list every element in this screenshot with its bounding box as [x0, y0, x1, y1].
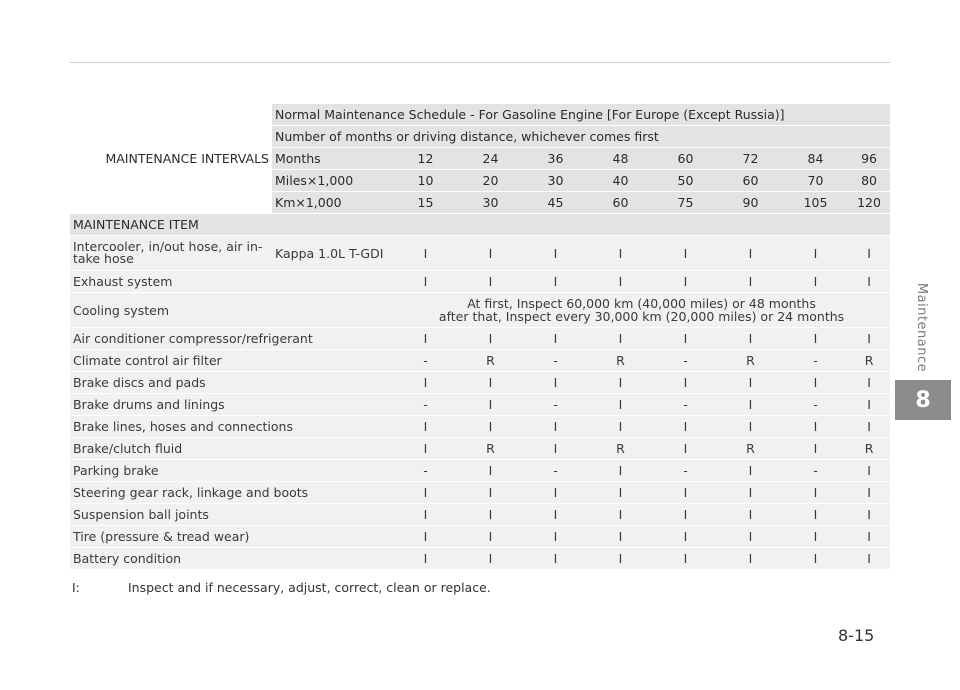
schedule-cell: R: [718, 350, 783, 372]
table-row: [70, 271, 890, 293]
schedule-cell: I: [458, 482, 523, 504]
table-row: [70, 293, 890, 328]
item-name: Parking brake: [70, 460, 393, 482]
schedule-cell: I: [393, 526, 458, 548]
schedule-note-line: At first, Inspect 60,000 km (40,000 miles) or 48 months: [467, 296, 816, 311]
interval-value: 60: [588, 192, 653, 214]
page-number: 8-15: [838, 626, 875, 645]
legend-key: I:: [72, 580, 80, 595]
schedule-cell: -: [523, 394, 588, 416]
table-row: [70, 438, 890, 460]
schedule-cell: I: [523, 482, 588, 504]
section-name: Maintenance: [914, 282, 930, 372]
maintenance-schedule-table: [70, 104, 890, 570]
item-name: Suspension ball joints: [70, 504, 393, 526]
schedule-title-row: [70, 104, 890, 126]
schedule-cell: I: [393, 372, 458, 394]
interval-value: 84: [783, 148, 848, 170]
schedule-cell: I: [718, 416, 783, 438]
schedule-cell: R: [588, 438, 653, 460]
schedule-cell: I: [588, 548, 653, 570]
interval-value: 105: [783, 192, 848, 214]
interval-value: 75: [653, 192, 718, 214]
interval-value: 45: [523, 192, 588, 214]
schedule-cell: I: [848, 236, 890, 271]
schedule-cell: I: [848, 526, 890, 548]
table-row: [70, 394, 890, 416]
schedule-cell: I: [458, 504, 523, 526]
schedule-cell: I: [458, 328, 523, 350]
item-name: Air conditioner compressor/refrigerant: [70, 328, 393, 350]
schedule-cell: R: [588, 350, 653, 372]
chapter-tab: [895, 380, 951, 420]
interval-value: 70: [783, 170, 848, 192]
schedule-cell: I: [393, 548, 458, 570]
schedule-cell: -: [783, 350, 848, 372]
schedule-cell: I: [588, 482, 653, 504]
schedule-cell: -: [653, 350, 718, 372]
schedule-cell: I: [848, 394, 890, 416]
schedule-cell: -: [393, 350, 458, 372]
schedule-cell: I: [848, 460, 890, 482]
item-name: Climate control air filter: [70, 350, 393, 372]
item-name: Battery condition: [70, 548, 393, 570]
interval-value: 30: [523, 170, 588, 192]
item-name: Intercooler, in/out hose, air in-take hose: [70, 236, 272, 271]
item-name: Tire (pressure & tread wear): [70, 526, 393, 548]
schedule-cell: I: [783, 372, 848, 394]
schedule-cell: -: [653, 394, 718, 416]
schedule-cell: I: [523, 328, 588, 350]
top-divider: [70, 62, 890, 63]
schedule-cell: I: [718, 460, 783, 482]
schedule-cell: I: [653, 482, 718, 504]
schedule-cell: I: [588, 460, 653, 482]
schedule-cell: I: [523, 438, 588, 460]
item-name: Brake/clutch fluid: [70, 438, 393, 460]
item-name: Steering gear rack, linkage and boots: [70, 482, 393, 504]
legend: [72, 580, 491, 595]
schedule-cell: I: [393, 328, 458, 350]
schedule-cell: I: [783, 482, 848, 504]
schedule-cell: I: [458, 394, 523, 416]
schedule-cell: I: [848, 416, 890, 438]
schedule-cell: I: [783, 438, 848, 460]
schedule-cell: I: [783, 504, 848, 526]
schedule-cell: R: [848, 350, 890, 372]
schedule-cell: R: [718, 438, 783, 460]
table-row: [70, 482, 890, 504]
schedule-cell: I: [653, 372, 718, 394]
schedule-cell: I: [718, 394, 783, 416]
table-row: [70, 328, 890, 350]
item-name: Brake drums and linings: [70, 394, 393, 416]
schedule-cell: I: [718, 482, 783, 504]
schedule-cell: I: [783, 328, 848, 350]
schedule-cell: R: [458, 438, 523, 460]
item-engine: Kappa 1.0L T-GDI: [272, 236, 393, 271]
interval-value: 30: [458, 192, 523, 214]
maintenance-item-header-row: [70, 214, 890, 236]
schedule-cell: I: [848, 372, 890, 394]
table-row: [70, 526, 890, 548]
interval-value: 90: [718, 192, 783, 214]
schedule-cell: I: [523, 236, 588, 271]
schedule-cell: I: [523, 416, 588, 438]
schedule-cell: -: [523, 460, 588, 482]
schedule-cell: I: [588, 271, 653, 293]
interval-label: Months: [272, 148, 393, 170]
interval-label: Km×1,000: [272, 192, 393, 214]
schedule-cell: I: [458, 236, 523, 271]
schedule-cell: I: [588, 504, 653, 526]
interval-value: 12: [393, 148, 458, 170]
schedule-cell: I: [588, 526, 653, 548]
interval-value: 40: [588, 170, 653, 192]
interval-value: 15: [393, 192, 458, 214]
schedule-cell: I: [393, 504, 458, 526]
table-row: [70, 236, 890, 271]
schedule-cell: I: [718, 271, 783, 293]
schedule-cell: I: [718, 328, 783, 350]
schedule-cell: I: [848, 328, 890, 350]
maintenance-item-header: MAINTENANCE ITEM: [70, 214, 890, 236]
schedule-cell: I: [718, 526, 783, 548]
schedule-cell: I: [653, 416, 718, 438]
schedule-cell: I: [653, 328, 718, 350]
table-row: [70, 372, 890, 394]
interval-label: Miles×1,000: [272, 170, 393, 192]
schedule-cell: I: [653, 438, 718, 460]
schedule-note-line: after that, Inspect every 30,000 km (20,000 miles) or 24 months: [438, 309, 845, 324]
schedule-cell: I: [653, 504, 718, 526]
interval-value: 60: [718, 170, 783, 192]
schedule-cell: I: [393, 416, 458, 438]
schedule-cell: -: [783, 460, 848, 482]
interval-value: 48: [588, 148, 653, 170]
schedule-note: [393, 293, 890, 328]
table-row: [70, 350, 890, 372]
maintenance-intervals-label: MAINTENANCE INTERVALS: [70, 104, 272, 214]
table-row: [70, 416, 890, 438]
schedule-cell: I: [588, 328, 653, 350]
schedule-cell: I: [653, 236, 718, 271]
table-row: [70, 504, 890, 526]
item-name: Brake lines, hoses and connections: [70, 416, 393, 438]
schedule-cell: I: [523, 372, 588, 394]
schedule-cell: R: [848, 438, 890, 460]
item-name: Exhaust system: [70, 271, 393, 293]
schedule-cell: I: [458, 416, 523, 438]
schedule-cell: I: [653, 271, 718, 293]
schedule-cell: I: [523, 548, 588, 570]
maintenance-item-rows: [70, 236, 890, 570]
schedule-cell: I: [718, 548, 783, 570]
schedule-cell: I: [783, 526, 848, 548]
schedule-cell: -: [523, 350, 588, 372]
schedule-title: Normal Maintenance Schedule - For Gasoline Engine [For Europe (Except Russia)]: [272, 104, 890, 126]
schedule-cell: I: [588, 372, 653, 394]
schedule-cell: I: [458, 271, 523, 293]
section-side-label: [902, 282, 942, 372]
schedule-cell: I: [458, 548, 523, 570]
schedule-cell: -: [393, 460, 458, 482]
schedule-cell: I: [523, 526, 588, 548]
schedule-cell: I: [848, 271, 890, 293]
schedule-cell: I: [393, 236, 458, 271]
schedule-cell: I: [783, 271, 848, 293]
schedule-cell: I: [718, 236, 783, 271]
schedule-cell: I: [783, 236, 848, 271]
schedule-cell: I: [848, 482, 890, 504]
schedule-cell: I: [718, 372, 783, 394]
interval-value: 120: [848, 192, 890, 214]
legend-text: Inspect and if necessary, adjust, correct, clean or replace.: [128, 580, 491, 595]
interval-value: 96: [848, 148, 890, 170]
schedule-cell: I: [783, 416, 848, 438]
schedule-subtitle: Number of months or driving distance, whichever comes first: [272, 126, 890, 148]
schedule-cell: I: [588, 394, 653, 416]
schedule-cell: I: [588, 236, 653, 271]
interval-value: 60: [653, 148, 718, 170]
schedule-cell: I: [458, 372, 523, 394]
item-name: Brake discs and pads: [70, 372, 393, 394]
interval-value: 36: [523, 148, 588, 170]
interval-value: 50: [653, 170, 718, 192]
table-row: [70, 460, 890, 482]
schedule-cell: I: [393, 271, 458, 293]
schedule-cell: -: [783, 394, 848, 416]
schedule-cell: I: [458, 526, 523, 548]
schedule-cell: I: [523, 271, 588, 293]
schedule-cell: I: [393, 438, 458, 460]
schedule-cell: I: [718, 504, 783, 526]
item-name: Cooling system: [70, 293, 393, 328]
chapter-number: 8: [915, 387, 931, 413]
interval-value: 80: [848, 170, 890, 192]
schedule-cell: -: [653, 460, 718, 482]
schedule-cell: I: [458, 460, 523, 482]
table-row: [70, 548, 890, 570]
interval-value: 20: [458, 170, 523, 192]
interval-value: 24: [458, 148, 523, 170]
schedule-cell: R: [458, 350, 523, 372]
interval-value: 72: [718, 148, 783, 170]
schedule-cell: -: [393, 394, 458, 416]
schedule-cell: I: [393, 482, 458, 504]
schedule-cell: I: [653, 548, 718, 570]
schedule-cell: I: [848, 548, 890, 570]
schedule-cell: I: [848, 504, 890, 526]
schedule-cell: I: [588, 416, 653, 438]
schedule-cell: I: [783, 548, 848, 570]
schedule-cell: I: [653, 526, 718, 548]
schedule-cell: I: [523, 504, 588, 526]
interval-value: 10: [393, 170, 458, 192]
